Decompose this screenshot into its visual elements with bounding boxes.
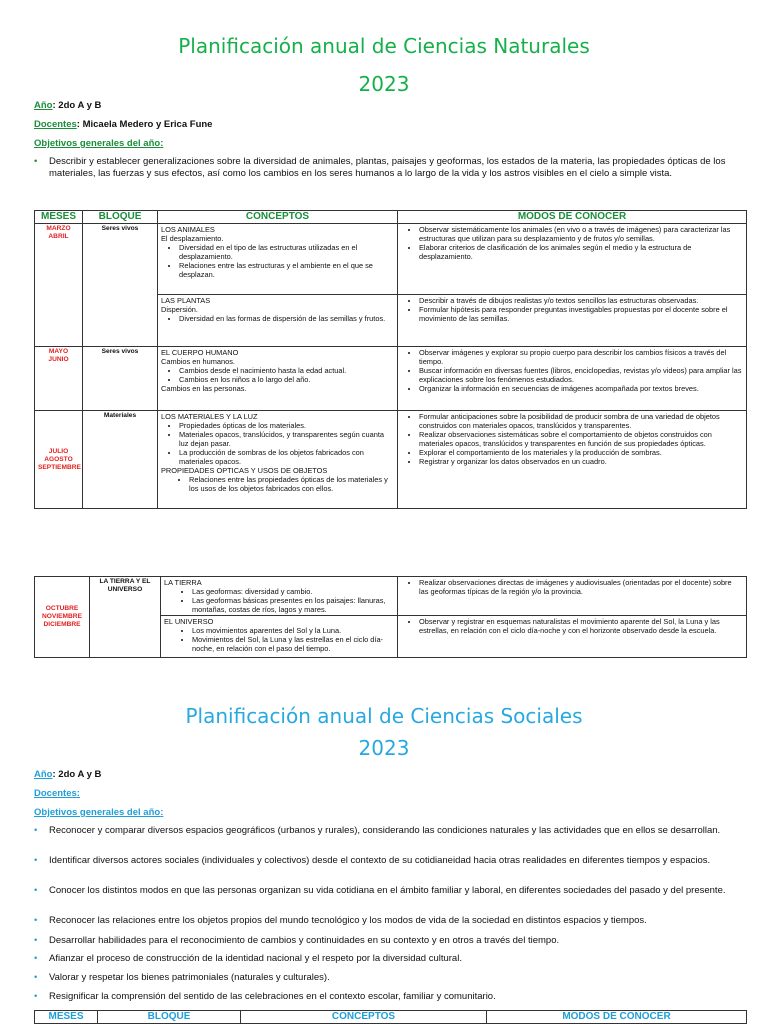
header-modos: MODOS DE CONOCER bbox=[398, 211, 747, 224]
naturales-docentes: Docentes: Micaela Medero y Erica Fune bbox=[34, 119, 213, 130]
naturales-title-line1: Planificación anual de Ciencias Naturales bbox=[178, 34, 590, 58]
anio-label: Año bbox=[34, 769, 53, 780]
modos-cell bbox=[398, 616, 747, 658]
sociales-table bbox=[34, 1010, 747, 1024]
sociales-objetivos-heading: Objetivos generales del año: bbox=[34, 807, 164, 818]
bullet-icon: • bbox=[34, 972, 38, 983]
sociales-title-year: 2023 bbox=[358, 736, 410, 760]
list-item: • Relaciones entre las estructuras y el ambiente en el que se desplazan. bbox=[179, 261, 394, 279]
header-modos: MODOS DE CONOCER bbox=[487, 1011, 747, 1024]
header-bloque: BLOQUE bbox=[83, 211, 158, 224]
modos-cell bbox=[398, 347, 747, 411]
naturales-table-continued bbox=[34, 576, 747, 658]
concept-cell: EL UNIVERSO • Los movimientos aparentes del Sol y la Luna. • Movimientos del Sol, la Luna y las estrellas en el ciclo día-noche, en relación con el paso del tiempo. bbox=[161, 616, 398, 658]
naturales-title bbox=[0, 30, 768, 100]
objetivo-text: Describir y establecer generalizaciones sobre la diversidad de animales, plantas, paisajes y geoformas, los estados de la materia, las propiedades ópticas de los materiales, las fuerzas y sus efectos, así como los cambios en los seres humanos a lo largo de la vida y los astros visibles en el cielo a simple vista. bbox=[49, 156, 726, 179]
list-item: • Las geoformas: diversidad y cambio. bbox=[192, 587, 394, 596]
docentes-value: Micaela Medero y Erica Fune bbox=[82, 119, 213, 130]
objetivos-label: Objetivos generales del año bbox=[34, 807, 161, 818]
bloque-cell: Seres vivos bbox=[83, 224, 158, 347]
sociales-docentes: Docentes: bbox=[34, 788, 80, 799]
list-item: • Describir a través de dibujos realistas y/o textos sencillos las estructuras observadas. bbox=[419, 296, 743, 305]
bullet-icon: • bbox=[34, 825, 38, 836]
concept-cell: LAS PLANTAS Dispersión. • Diversidad en las formas de dispersión de las semillas y frutos. bbox=[158, 295, 398, 347]
sociales-objetivo: • Reconocer las relaciones entre los objetos propios del mundo tecnológico y los modos de vida de la sociedad en distintos espacios y tiempos. bbox=[34, 915, 647, 926]
sociales-objetivo: • Valorar y respetar los bienes patrimoniales (naturales y culturales). bbox=[34, 972, 330, 983]
modos-cell bbox=[398, 577, 747, 616]
list-item: • Observar sistemáticamente los animales (en vivo o a través de imágenes) para caracterizar las estructuras que utilizan para su desplazamiento y de frutos y/o semillas. bbox=[419, 225, 743, 243]
sociales-title-line1: Planificación anual de Ciencias Sociales bbox=[185, 704, 583, 728]
list-item: • Formular hipótesis para responder preguntas investigables propuestas por el docente sobre el movimiento de las semillas. bbox=[419, 305, 743, 323]
modos-cell bbox=[398, 411, 747, 509]
sociales-anio: Año: 2do A y B bbox=[34, 769, 102, 780]
bullet-icon: • bbox=[34, 156, 38, 167]
list-item: • Las geoformas básicas presentes en los paisajes: llanuras, montañas, costas de ríos, lagos y mares. bbox=[192, 596, 394, 614]
sociales-objetivo: • Desarrollar habilidades para el reconocimiento de cambios y continuidades en su contexto y en otros a través del tiempo. bbox=[34, 935, 560, 946]
anio-label: Año bbox=[34, 100, 53, 111]
list-item: • Registrar y organizar los datos observados en un cuadro. bbox=[419, 457, 743, 466]
docentes-label: Docentes bbox=[34, 788, 77, 799]
table-row bbox=[35, 224, 747, 295]
table-header-row bbox=[35, 211, 747, 224]
naturales-anio: Año: 2do A y B bbox=[34, 100, 102, 111]
list-item: • Observar y registrar en esquemas naturalistas el movimiento aparente del Sol, la Luna y las estrellas, en relación con el ciclo día-noche y con el horizonte observado desde la escuela. bbox=[419, 617, 743, 635]
docentes-label: Docentes bbox=[34, 119, 77, 130]
list-item: • Organizar la información en secuencias de imágenes acompañada por textos breves. bbox=[419, 384, 743, 393]
list-item: • Cambios desde el nacimiento hasta la edad actual. bbox=[179, 366, 394, 375]
modos-cell bbox=[398, 295, 747, 347]
header-conceptos: CONCEPTOS bbox=[158, 211, 398, 224]
header-meses: MESES bbox=[35, 211, 83, 224]
list-item: • Realizar observaciones sistemáticas sobre el comportamiento de objetos construidos con materiales opacos, translúcidos y transparentes en función de sus propiedades ópticas. bbox=[419, 430, 743, 448]
naturales-title-year: 2023 bbox=[358, 72, 410, 96]
bullet-icon: • bbox=[34, 935, 38, 946]
bloque-cell: Materiales bbox=[83, 411, 158, 509]
sociales-title bbox=[0, 700, 768, 764]
list-item: • Los movimientos aparentes del Sol y la Luna. bbox=[192, 626, 394, 635]
table-row bbox=[35, 577, 747, 616]
list-item: • Propiedades ópticas de los materiales. bbox=[179, 421, 394, 430]
list-item: • Realizar observaciones directas de imágenes y audiovisuales (orientadas por el docente) sobre las geoformas típicas de la región y/o la provincia. bbox=[419, 578, 743, 596]
sociales-objetivo: • Identificar diversos actores sociales (individuales y colectivos) desde el contexto de su cotidianeidad hacia otras realidades en diferentes tiempos y espacios. bbox=[34, 855, 711, 866]
concept-cell: LOS MATERIALES Y LA LUZ • Propiedades ópticas de los materiales. • Materiales opacos, translúcidos, y transparentes según cuanta luz dejan pasar. • La producción de sombras de los objetos fabricados con materiales opacos. PROPIEDADES OPTICAS Y USOS DE OBJETOS • Relaciones entre las propiedades ópticas de los materiales y los usos de los objetos fabricados con ellos. bbox=[158, 411, 398, 509]
list-item: • Movimientos del Sol, la Luna y las estrellas en el ciclo día-noche, en relación con el paso del tiempo. bbox=[192, 635, 394, 653]
concept-cell: EL CUERPO HUMANO Cambios en humanos. • Cambios desde el nacimiento hasta la edad actual. • Cambios en los niños a lo largo del año. Cambios en las personas. bbox=[158, 347, 398, 411]
bullet-icon: • bbox=[34, 855, 38, 866]
table-header-row bbox=[35, 1011, 747, 1024]
objetivos-label: Objetivos generales del año bbox=[34, 138, 161, 149]
header-meses: MESES bbox=[35, 1011, 98, 1024]
months-cell: OCTUBRE NOVIEMBRE DICIEMBRE bbox=[35, 577, 90, 658]
naturales-objetivos-heading: Objetivos generales del año: bbox=[34, 138, 164, 149]
concept-cell: LOS ANIMALES El desplazamiento. • Diversidad en el tipo de las estructuras utilizadas en el desplazamiento. • Relaciones entre las estructuras y el ambiente en el que se desplazan. bbox=[158, 224, 398, 295]
naturales-objetivo bbox=[34, 156, 734, 180]
list-item: • Buscar información en diversas fuentes (libros, enciclopedias, revistas y/o videos) para ampliar las explicaciones sobre los fenómenos estudiados. bbox=[419, 366, 743, 384]
list-item: • Diversidad en las formas de dispersión de las semillas y frutos. bbox=[179, 314, 394, 323]
anio-value: 2do A y B bbox=[58, 769, 102, 780]
list-item: • Relaciones entre las propiedades ópticas de los materiales y los usos de los objetos fabricados con ellos. bbox=[189, 475, 394, 493]
list-item: • Diversidad en el tipo de las estructuras utilizadas en el desplazamiento. bbox=[179, 243, 394, 261]
bloque-cell: LA TIERRA Y EL UNIVERSO bbox=[90, 577, 161, 658]
list-item: • Formular anticipaciones sobre la posibilidad de producir sombra de una variedad de objetos construidos con materiales opacos, translúcidos y transparentes. bbox=[419, 412, 743, 430]
sociales-objetivo: • Reconocer y comparar diversos espacios geográficos (urbanos y rurales), considerando las condiciones naturales y las actividades que en ellos se desarrollan. bbox=[34, 825, 721, 836]
bloque-cell: Seres vivos bbox=[83, 347, 158, 411]
sociales-objetivo: • Conocer los distintos modos en que las personas organizan su vida cotidiana en el ámbito familiar y laboral, en diferentes sociedades del pasado y del presente. bbox=[34, 885, 726, 896]
months-cell: MARZO ABRIL bbox=[35, 224, 83, 347]
concept-cell: LA TIERRA • Las geoformas: diversidad y cambio. • Las geoformas básicas presentes en los paisajes: llanuras, montañas, costas de ríos, lagos y mares. bbox=[161, 577, 398, 616]
header-conceptos: CONCEPTOS bbox=[241, 1011, 487, 1024]
table-row bbox=[35, 347, 747, 411]
list-item: • Explorar el comportamiento de los materiales y la producción de sombras. bbox=[419, 448, 743, 457]
list-item: • Materiales opacos, translúcidos, y transparentes según cuanta luz dejan pasar. bbox=[179, 430, 394, 448]
sociales-objetivo: • Afianzar el proceso de construcción de la identidad nacional y el respeto por la diversidad cultural. bbox=[34, 953, 462, 964]
list-item: • Observar imágenes y explorar su propio cuerpo para describir los cambios físicos a través del tiempo. bbox=[419, 348, 743, 366]
modos-cell bbox=[398, 224, 747, 295]
sociales-objetivo: • Resignificar la comprensión del sentido de las celebraciones en el contexto escolar, familiar y comunitario. bbox=[34, 991, 496, 1002]
bullet-icon: • bbox=[34, 885, 38, 896]
naturales-table bbox=[34, 210, 747, 509]
list-item: • La producción de sombras de los objetos fabricados con materiales opacos. bbox=[179, 448, 394, 466]
bullet-icon: • bbox=[34, 915, 38, 926]
months-cell: JULIO AGOSTO SEPTIEMBRE bbox=[35, 411, 83, 509]
bullet-icon: • bbox=[34, 991, 38, 1002]
header-bloque: BLOQUE bbox=[98, 1011, 241, 1024]
months-cell: MAYO JUNIO bbox=[35, 347, 83, 411]
bullet-icon: • bbox=[34, 953, 38, 964]
anio-value: 2do A y B bbox=[58, 100, 102, 111]
table-row bbox=[35, 411, 747, 509]
list-item: • Elaborar criterios de clasificación de los animales según el medio y la estructura de desplazamiento. bbox=[419, 243, 743, 261]
list-item: • Cambios en los niños a lo largo del año. bbox=[179, 375, 394, 384]
